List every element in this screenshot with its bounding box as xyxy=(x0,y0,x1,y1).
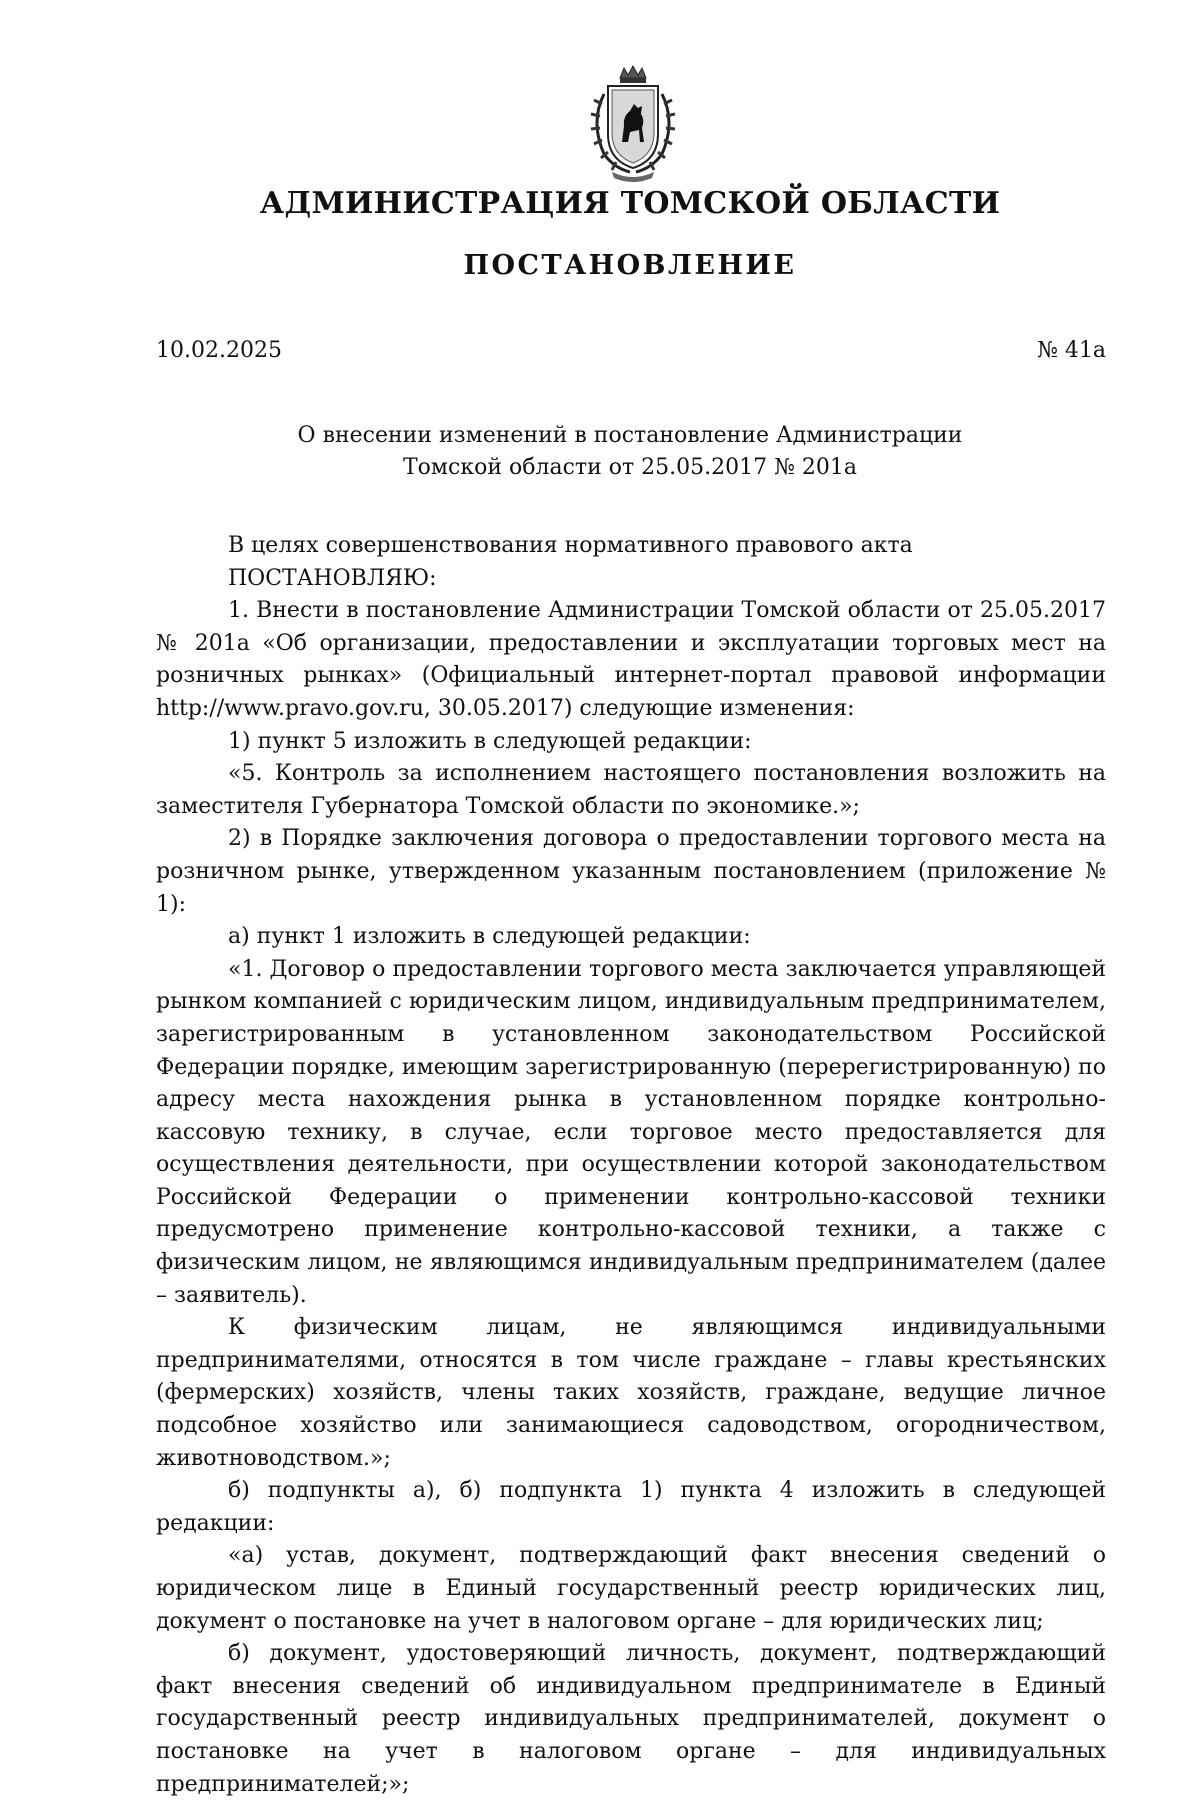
document-date: 10.02.2025 xyxy=(156,338,282,363)
document-number: № 41а xyxy=(1037,338,1106,363)
document-body xyxy=(156,530,1106,1801)
subclause-1-paragraph: 1) пункт 5 изложить в следующей редакции: xyxy=(228,728,752,754)
preamble-paragraph: В целях совершенствования нормативного правового акта xyxy=(228,533,913,558)
clause-1-paragraph: 1. Внести в постановление Администрации Томской области от 25.05.2017 № 201а «Об организации, предоставлении и эксплуатации торговых мест на розничных рынках» (Официальный интернет-портал правовой информации http://www.pravo.gov.ru, 30.05.2017) следующие изменения: xyxy=(156,598,1106,721)
individuals-definition-paragraph: К физическим лицам, не являющимся индивидуальными предпринимателями, относятся в том числе граждане – главы крестьянских (фермерских) хозяйств, члены таких хозяйств, граждане, ведущие личное подсобное хозяйство или занимающиеся садоводством, огородничеством, животноводством.»; xyxy=(156,1315,1106,1471)
item-a-paragraph: а) пункт 1 изложить в следующей редакции: xyxy=(228,924,751,950)
subclause-2-paragraph: 2) в Порядке заключения договора о предоставлении торгового места на розничном рынке, утвержденном указанным постановлением (приложение № 1): xyxy=(156,826,1106,917)
subitem-b-text-paragraph: б) документ, удостоверяющий личность, документ, подтверждающий факт внесения сведений об индивидуальном предпринимателе в Единый государственный реестр индивидуальных предпринимателей, документ о постановке на учет в налоговом органе – для индивидуальных предпринимателей;»; xyxy=(156,1641,1106,1797)
point-5-text-paragraph: «5. Контроль за исполнением настоящего постановления возложить на заместителя Губернатора Томской области по экономике.»; xyxy=(156,761,1106,819)
subitem-a-text-paragraph: «а) устав, документ, подтверждающий факт внесения сведений о юридическом лице в Единый государственный реестр юридических лиц, документ о постановке на учет в налоговом органе – для юридических лиц; xyxy=(156,1543,1106,1634)
organization-title: АДМИНИСТРАЦИЯ ТОМСКОЙ ОБЛАСТИ xyxy=(259,186,1001,221)
point-1-text-paragraph: «1. Договор о предоставлении торгового места заключается управляющей рынком компанией с юридическим лицом, индивидуальным предпринимателем, зарегистрированным в установленном законодательством Российской Федерации порядке, имеющим зарегистрированную (перерегистрированную) по адресу места нахождения рынка в установленном порядке контрольно-кассовую технику, в случае, если торговое место предоставляется для осуществления деятельности, при осуществлении которой законодательством Российской Федерации о применении контрольно-кассовой техники предусмотрено применение контрольно-кассовой техники, а также с физическим лицом, не являющимся индивидуальным предпринимателем (далее – заявитель). xyxy=(156,956,1106,1308)
subject-line-2: Томской области от 25.05.2017 № 201а xyxy=(402,455,858,480)
resolve-keyword: ПОСТАНОВЛЯЮ: xyxy=(228,565,437,591)
document-subject xyxy=(230,420,1030,484)
subject-line-1: О внесении изменений в постановление Администрации xyxy=(297,423,963,448)
item-b-paragraph: б) подпункты а), б) подпункта 1) пункта 4 изложить в следующей редакции: xyxy=(156,1478,1106,1536)
coat-of-arms-icon xyxy=(568,64,698,184)
document-type-heading: ПОСТАНОВЛЕНИЕ xyxy=(463,250,797,281)
